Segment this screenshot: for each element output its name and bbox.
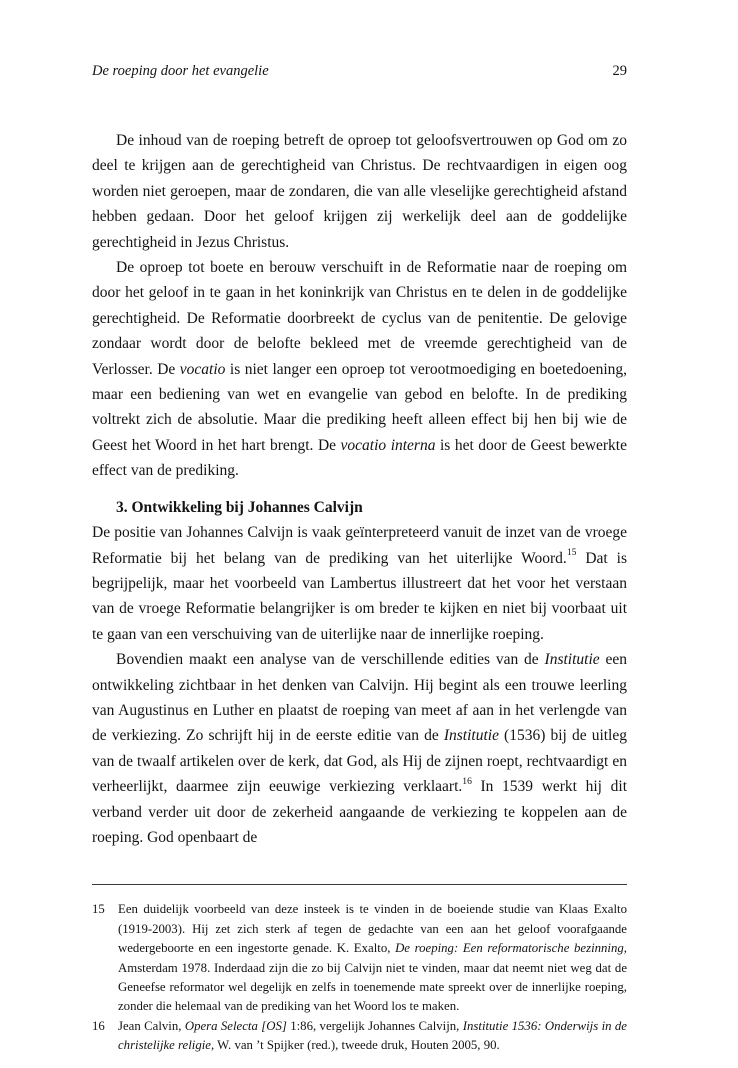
page-number: 29: [612, 63, 627, 79]
footnote-text: Een duidelijk voorbeeld van deze insteek is te vinden in de boeiende studie van Klaas Exalto (1919-2003). Hij zet zich sterk af tegen de gedachte van een aan het geloof voorafgaande wedergeboorte en een ingestorte genade. K. Exalto, De roeping: Een reformatorische bezinning, Amsterdam 1978. Inderdaad zijn die zo bij Calvijn niet te vinden, maar dat neemt niet weg dat de Geneefse reformator wel degelijk en zelfs in toenemende mate spreekt over de innerlijke roeping, zonder die helemaal van de prediking van het Woord los te maken.: [118, 902, 627, 1014]
paragraph-3: De positie van Johannes Calvijn is vaak geïnterpreteerd vanuit de inzet van de vroege Reformatie bij het belang van de prediking van het uiterlijke Woord.$^{15}$ Dat is begrijpelijk, maar het voorbeeld van Lambertus illustreert dat het voor het verstaan van de vroege Reformatie belangrijker is om breder te kijken en niet bij voorbaat uit te gaan van een verschuiving van de uiterlijke naar de innerlijke roeping.: [92, 524, 628, 643]
running-header: [92, 62, 627, 80]
footnote-reference: 16: [462, 776, 472, 788]
body-text: [92, 128, 627, 850]
paragraph-1: De inhoud van de roeping betreft de oproep tot geloofsvertrouwen op God om zo deel te krijgen aan de gerechtigheid van Christus. De rechtvaardigen in eigen oog worden niet geroepen, maar de zondaren, die van alle vleselijke gerechtigheid afstand hebben gedaan. Door het geloof krijgen zij werkelijk deel aan de goddelijke gerechtigheid in Jezus Christus.: [92, 132, 627, 251]
footnote-16: [92, 1017, 627, 1056]
footnote-number: 15: [92, 902, 105, 917]
footnote-number: 16: [92, 1018, 105, 1033]
footnotes-section: [92, 884, 627, 1055]
footnote-rule: [92, 884, 627, 885]
footnote-15: [92, 900, 627, 1016]
running-header-title: De roeping door het evangelie: [92, 63, 269, 79]
paragraph-4: Bovendien maakt een analyse van de verschillende edities van de Institutie een ontwikkeling zichtbaar in het denken van Calvijn. Hij begint als een trouwe leerling van Augustinus en Luther en plaatst de roeping van meet af aan in het verlengde van de verkiezing. Zo schrijft hij in de eerste editie van de Institutie (1536) bij de uitleg van de twaalf artikelen over de kerk, dat God, als Hij de zijnen roept, rechtvaardigt en verheerlijkt, daarmee zijn eeuwige verkiezing verklaart.$^{16}$ In 1539 werkt hij dit verband verder uit door de zekerheid aangaande de verkiezing te koppelen aan de roeping. God openbaart de: [92, 651, 628, 846]
footnote-reference: 15: [566, 547, 577, 559]
section-heading: 3. Ontwikkeling bij Johannes Calvijn: [116, 498, 363, 516]
paragraph-2: De oproep tot boete en berouw verschuift in de Reformatie naar de roeping om door het geloof in te gaan in het koninkrijk van Christus en te delen in de goddelijke gerechtigheid. De Reformatie doorbreekt de cyclus van de penitentie. De gelovige zondaar wordt door de belofte bekleed met de vreemde gerechtigheid van de Verlosser. De vocatio is niet langer een oproep tot verootmoediging en boetedoening, maar een bediening van wet en evangelie van gebod en belofte. In de prediking voltrekt zich de absolutie. Maar die prediking heeft alleen effect bij hen bij wie de Geest het Woord in het hart brengt. De vocatio interna is het door de Geest bewerkte effect van de prediking.: [92, 259, 628, 480]
footnote-text: Jean Calvin, Opera Selecta [OS] 1:86, vergelijk Johannes Calvijn, Institutie 1536: Onderwijs in de christelijke religie, W. van ’t Spijker (red.), tweede druk, Houten 2005, 90.: [118, 1018, 627, 1053]
